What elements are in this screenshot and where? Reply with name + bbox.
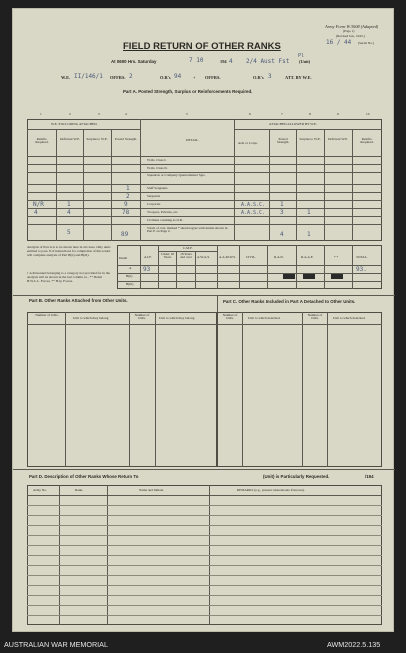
header-att-deficient: Deficient W.E. [327, 137, 349, 141]
part-a-title: Part A. Posted Strength, Surplus or Reinforcements Required. [123, 89, 253, 94]
analysis-header-18-over: 18 Years and over [180, 252, 192, 260]
detail-header: DETAIL. [186, 138, 199, 142]
unit-label: (Unit) [299, 59, 311, 64]
header-att-reinfts: Reinfts. Required. [360, 137, 374, 145]
part-d-title: Part D. Description of Other Ranks Whose Return To [29, 474, 139, 479]
header-deficient-we: Deficient W.E. [59, 137, 81, 141]
or-label: O.R's [160, 75, 171, 80]
col-number-8: 8 [309, 112, 311, 116]
date-value: 7 10 [189, 57, 204, 64]
row-detail-sergeants: Sergeants [147, 194, 161, 198]
header-att-surplus: Surplus to W.E. [299, 137, 321, 141]
analysis-row-a: A [129, 266, 132, 270]
row-detail-civilians: Civilians counting as O.R. [147, 218, 183, 222]
analysis-row-b-iii: B(iii) [126, 282, 134, 286]
form-page: (Page 1) [343, 29, 355, 33]
troopers-arm: A.A.S.C. [241, 210, 266, 216]
we-value: II/146/1 [74, 73, 103, 80]
redacted-cell [331, 274, 343, 279]
part-c-header-unit-1: Unit to which detached. [248, 316, 281, 320]
part-c-header-number-1: Number of O.Rs. [222, 313, 238, 321]
total-att-posted: 4 [280, 231, 284, 238]
part-d-title-mid: (Unit) is Particularly Requested. [263, 474, 330, 479]
row-detail-staff-sergeants: Staff Sergeants [147, 186, 168, 190]
troopers-deficient: 4 [67, 209, 71, 216]
form-number: Army Form W.3008 (Adapted) [325, 24, 379, 29]
serial-number-label: (Serial No.) [358, 41, 375, 45]
total-att-surplus: 1 [307, 231, 311, 238]
offrs-label: OFFRS. [110, 75, 126, 80]
group-left-header: W.E. EXCLUDING ATTACHED. [51, 122, 98, 126]
part-c-header-unit-2: Unit to which detached. [333, 316, 366, 320]
col-number-4: 4 [125, 112, 127, 116]
part-b-title: Part B. Other Ranks Attached from Other Units. [29, 298, 128, 303]
att-by-we-label: ATT. BY W.E. [285, 75, 312, 80]
part-b-table [27, 312, 217, 467]
header-arm-or-corps: Arm or Corps. [238, 141, 258, 145]
staff-sergeants-posted: 1 [126, 185, 130, 192]
header-att-posted-strength: Posted Strength. [276, 137, 290, 145]
analysis-table [117, 245, 382, 289]
redacted-cell [303, 274, 315, 279]
row-detail-wo-class-1: W.Os. Class I. [147, 158, 167, 162]
col-number-7: 7 [281, 112, 283, 116]
part-b-header-number-1: Number of O.Rs. [35, 313, 59, 317]
analysis-a-total-value: 93. [356, 266, 367, 273]
col-number-9: 9 [337, 112, 339, 116]
analysis-header-total: TOTAL. [356, 255, 368, 259]
part-c-title: Part C. Other Ranks Included in Part A Detached to Other Units. [223, 299, 356, 304]
analysis-header-aamws: A.A.M.W.S. [219, 255, 236, 259]
totals-label: Totals of cols. marked * should agree with details shown in Part E on Page 2. [147, 226, 228, 234]
part-b-header-number-2: Number of O.Rs. [134, 313, 150, 321]
form-revised: (Revised Jan., 1943.) [336, 34, 365, 38]
unit-value: 2/4 Aust Fst [246, 58, 290, 65]
analysis-header-other: * * [334, 255, 339, 259]
field-return-form [12, 8, 394, 632]
analysis-a-aif-value: 93 [143, 266, 151, 273]
col-number-2: 2 [69, 112, 71, 116]
plus-sign: + [193, 75, 196, 80]
or-value: 94 [174, 73, 182, 80]
col-number-10: 10 [366, 112, 370, 116]
archive-footer [0, 636, 406, 653]
row-detail-troopers: Troopers, Privates, etc. [147, 210, 179, 214]
footer-institution: AUSTRALIAN WAR MEMORIAL [4, 640, 108, 649]
analysis-header-raaf: R.A.A.F. [301, 255, 314, 259]
sergeants-posted: 2 [126, 193, 130, 200]
header-reinfts-required: Reinfts. Required. [35, 137, 49, 145]
troopers-att-surplus: 1 [307, 209, 311, 216]
total-deficient: 5 [67, 229, 71, 236]
row-detail-wo-class-2: W.Os. Class II. [147, 166, 168, 170]
row-detail-corporals: Corporals [147, 202, 161, 206]
corporals-att-posted: 1 [280, 201, 284, 208]
att-or-label: O.R's [253, 75, 264, 80]
year-prefix: 194 [220, 59, 227, 64]
form-title: FIELD RETURN OF OTHER RANKS [123, 41, 281, 52]
col-number-1: 1 [40, 112, 42, 116]
att-or-value: 3 [268, 73, 272, 80]
part-b-header-unit-1: Unit to which they belong [73, 316, 109, 320]
part-d-header-army-no: Army No. [33, 488, 47, 492]
analysis-note: Analysis of Part A is to be shown here in all cases. Only units entitled to para. 8 of instructions for completion of this return will complete analysis of Part B(ii) and B(iii). [27, 245, 111, 258]
analysis-header-awas: A.W.A.S. [197, 255, 211, 259]
analysis-detail-label: Detail [119, 256, 128, 260]
att-offrs-label: OFFRS. [205, 75, 221, 80]
troopers-att-posted: 3 [280, 209, 284, 216]
part-d-title-end: /194 [365, 474, 374, 479]
corporals-deficient: 1 [67, 201, 71, 208]
header-surplus-to-we: Surplus to W.E. [86, 137, 108, 141]
analysis-cmf-label: C.M.F. [183, 246, 193, 250]
we-label: W.E. [61, 75, 71, 80]
serial-number-value: 16 / 44 [326, 39, 352, 46]
troopers-reinfts: 4 [34, 209, 38, 216]
part-d-header-name: Name and Initials. [139, 488, 164, 492]
footer-accession-number: AWM2022.5.135 [327, 640, 381, 649]
corporals-posted: 9 [124, 201, 128, 208]
offrs-value: 2 [129, 73, 133, 80]
header-posted-strength: Posted Strength. [114, 137, 138, 141]
unit-suffix: Pl [298, 53, 305, 59]
corporals-reinfts: N/R [33, 201, 44, 208]
redacted-cell [283, 274, 295, 279]
analysis-note-2: † A Personnel belonging to a category not provided for in the analysis will be shown in the last column i.e., ** Detail B.W.C.L. Forces, ** H.Q. Forces. [27, 271, 110, 284]
row-detail-cqms: Squadron or Company Quartermaster Sgts. [147, 173, 206, 177]
col-number-3: 3 [98, 112, 100, 116]
analysis-header-ran: R.A.N. [274, 255, 284, 259]
group-right-header: ATTACHED ALLOWED BY W.E. [269, 122, 317, 126]
part-d-header-rank: Rank. [75, 488, 84, 492]
analysis-row-b-ii: B(ii) [126, 274, 133, 278]
troopers-posted: 78 [122, 209, 130, 216]
corporals-arm: A.A.S.C. [241, 202, 266, 208]
analysis-header-under-18: Under 18 Years [161, 252, 174, 260]
part-b-header-unit-2: Unit to which they belong [159, 316, 195, 320]
part-c-header-number-2: Number of O.Rs. [307, 313, 323, 321]
analysis-header-aif: A.I.F. [144, 255, 152, 259]
col-number-5: 5 [186, 112, 188, 116]
analysis-header-civil: CIVIL. [246, 255, 256, 259]
year-value: 4 [229, 58, 233, 65]
part-d-header-remarks: REMARKS (e.g., present whereabouts if known). [237, 488, 305, 492]
at-hours-label: At 0600 Hrs. Saturday [111, 59, 157, 64]
col-number-6: 6 [249, 112, 251, 116]
total-posted: 89 [121, 231, 129, 238]
